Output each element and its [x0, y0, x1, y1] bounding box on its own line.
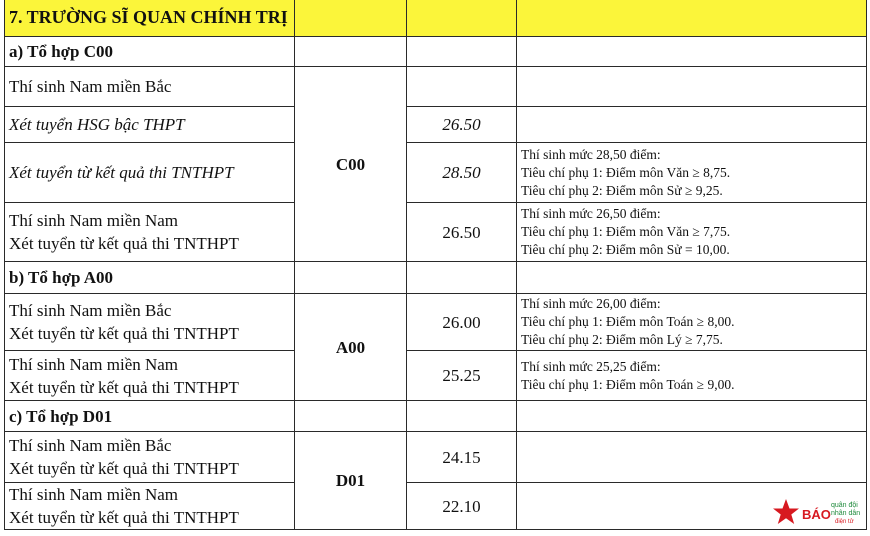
combination-code: D01: [295, 432, 407, 530]
tiebreak-note: [517, 294, 867, 351]
note-line: Tiêu chí phụ 1: Điểm môn Văn ≥ 8,75.: [521, 164, 731, 180]
admission-score-table: [4, 0, 867, 530]
score-cell: 26.50: [407, 203, 517, 262]
table-row: [5, 203, 867, 262]
table-row: [5, 432, 867, 483]
school-header-row: [5, 0, 867, 37]
combination-code: C00: [295, 67, 407, 262]
note-line: Tiêu chí phụ 2: Điểm môn Sử ≥ 9,25.: [521, 182, 723, 198]
score-cell: 25.25: [407, 351, 517, 401]
candidate-line: Thí sinh Nam miền Nam: [9, 485, 179, 504]
logo-text-small: nhân dân: [831, 510, 861, 517]
logo-text-small: điện tử: [835, 519, 854, 525]
note-line: Tiêu chí phụ 2: Điểm môn Lý ≥ 7,75.: [521, 332, 723, 347]
candidate-line: Xét tuyển từ kết quả thi TNTHPT: [9, 377, 239, 397]
score-cell: 22.10: [407, 483, 517, 530]
candidate-line: Xét tuyển từ kết quả thi TNTHPT: [9, 234, 239, 253]
school-title: 7. TRƯỜNG SĨ QUAN CHÍNH TRỊ: [5, 0, 295, 37]
candidate-cell: [5, 203, 295, 262]
note-line: Thí sinh mức 28,50 điểm:: [521, 146, 661, 162]
combination-code: A00: [295, 294, 407, 401]
tiebreak-note: [517, 143, 867, 203]
note-line: Thí sinh mức 25,25 điểm:: [521, 358, 661, 374]
newspaper-logo: [772, 496, 864, 530]
score-cell: 26.50: [407, 107, 517, 143]
table-row: [5, 107, 867, 143]
note-line: Tiêu chí phụ 1: Điểm môn Toán ≥ 8,00.: [521, 314, 735, 329]
candidate-line: Xét tuyển từ kết quả thi TNTHPT: [9, 459, 239, 478]
score-cell: 24.15: [407, 432, 517, 483]
score-cell: 28.50: [407, 143, 517, 203]
candidate-cell: [5, 483, 295, 530]
group-heading-row: [5, 262, 867, 294]
tiebreak-note: [517, 203, 867, 262]
table-row: [5, 143, 867, 203]
group-title: a) Tổ hợp C00: [5, 37, 295, 67]
note-line: Thí sinh mức 26,50 điểm:: [521, 206, 661, 221]
candidate-cell: Xét tuyển từ kết quả thi TNTHPT: [5, 143, 295, 203]
table-row: [5, 67, 867, 107]
logo-text-small: quân đội: [831, 502, 858, 509]
candidate-line: Thí sinh Nam miền Bắc: [9, 436, 172, 455]
star-icon: [773, 499, 799, 524]
candidate-line: Xét tuyển từ kết quả thi TNTHPT: [9, 508, 239, 527]
group-title: b) Tổ hợp A00: [5, 262, 295, 294]
note-line: Tiêu chí phụ 2: Điểm môn Sử = 10,00.: [521, 242, 730, 257]
candidate-cell: Xét tuyển HSG bậc THPT: [5, 107, 295, 143]
candidate-cell: [5, 432, 295, 483]
group-heading-row: [5, 401, 867, 432]
note-line: Thí sinh mức 26,00 điểm:: [521, 296, 661, 311]
note-line: Tiêu chí phụ 1: Điểm môn Văn ≥ 7,75.: [521, 224, 731, 239]
tiebreak-note: [517, 351, 867, 401]
note-line: Tiêu chí phụ 1: Điểm môn Toán ≥ 9,00.: [521, 376, 735, 392]
candidate-line: Xét tuyển từ kết quả thi TNTHPT: [9, 324, 239, 343]
table-row: [5, 351, 867, 401]
group-heading-row: [5, 37, 867, 67]
score-cell: 26.00: [407, 294, 517, 351]
candidate-cell: Thí sinh Nam miền Bắc: [5, 67, 295, 107]
logo-text-main: BÁO: [802, 507, 831, 522]
candidate-cell: [5, 351, 295, 401]
group-title: c) Tổ hợp D01: [5, 401, 295, 432]
table-row: [5, 483, 867, 530]
candidate-cell: [5, 294, 295, 351]
candidate-line: Thí sinh Nam miền Nam: [9, 211, 179, 230]
candidate-line: Thí sinh Nam miền Bắc: [9, 301, 172, 320]
table-row: [5, 294, 867, 351]
candidate-line: Thí sinh Nam miền Nam: [9, 354, 179, 374]
